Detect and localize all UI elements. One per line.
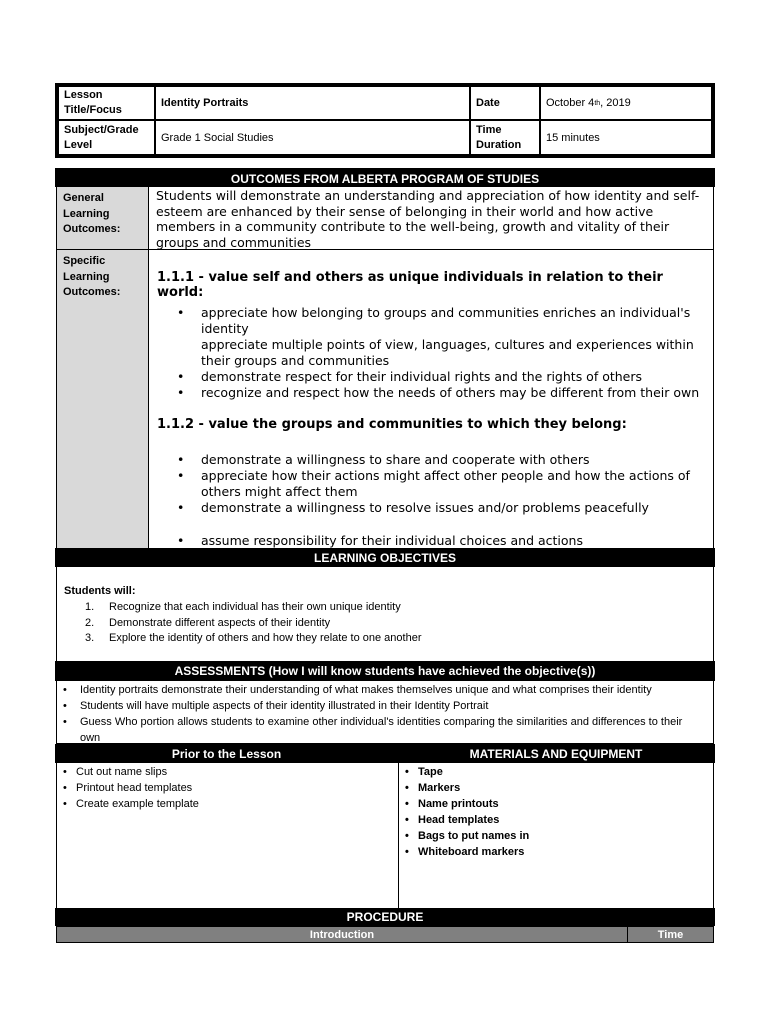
list-item: 1. Recognize that each individual has their own unique identity <box>85 601 401 613</box>
prior-title: Prior to the Lesson <box>55 744 398 763</box>
general-outcomes-label: General Learning Outcomes: <box>56 186 149 250</box>
procedure-time-header: Time <box>627 926 714 943</box>
prior-list <box>63 764 199 812</box>
prior-cell <box>56 762 399 909</box>
list-item: • Whiteboard markers <box>405 846 525 858</box>
date-label: Date <box>470 86 540 120</box>
objectives-cell <box>56 566 714 662</box>
lesson-title-label: Lesson Title/Focus <box>58 86 155 120</box>
list-item: • demonstrate a willingness to resolve issues and/or problems peacefully <box>177 500 649 515</box>
list-item: • Markers <box>405 782 461 794</box>
time-label: Time Duration <box>470 120 540 155</box>
time-value: 15 minutes <box>540 120 712 155</box>
procedure-title: PROCEDURE <box>55 908 715 926</box>
list-item: 3. Explore the identity of others and how they relate to one another <box>85 632 422 644</box>
outcome-1-1-2-title: 1.1.2 - value the groups and communities to which they belong: <box>157 417 627 432</box>
list-item: • recognize and respect how the needs of others may be different from their own <box>177 385 700 400</box>
subject-value: Grade 1 Social Studies <box>155 120 470 155</box>
outcomes-title: OUTCOMES FROM ALBERTA PROGRAM OF STUDIES <box>55 168 715 187</box>
general-outcomes-text: Students will demonstrate an understanding and appreciation of how identity and self-esteem are enhanced by their sense of belonging in their world and how active members in a community contribute to the well-being, growth and vitality of their groups and communities <box>148 186 714 250</box>
list-item: • Tape <box>405 766 443 778</box>
list-item: • assume responsibility for their individual choices and actions <box>177 533 583 548</box>
outcome-1-1-2-list <box>177 452 702 549</box>
materials-cell <box>398 762 714 909</box>
list-item: • Guess Who portion allows students to examine other individual's identities comparing the similarities and differences to their own <box>63 716 683 744</box>
materials-list <box>405 764 529 860</box>
list-item: • Create example template <box>63 798 199 810</box>
list-item: • Name printouts <box>405 798 499 810</box>
assessments-list <box>63 682 703 746</box>
list-item: • demonstrate respect for their individual rights and the rights of others <box>177 369 643 384</box>
objectives-list <box>85 600 421 647</box>
subject-label: Subject/Grade Level <box>58 120 155 155</box>
objectives-title: LEARNING OBJECTIVES <box>55 548 715 567</box>
list-item: • appreciate how their actions might affect other people and how the actions of others might affect them <box>177 468 690 499</box>
list-item: • Identity portraits demonstrate their understanding of what makes themselves unique and what comprises their identity <box>63 684 652 696</box>
lesson-header-table <box>55 83 715 158</box>
list-item: • Students will have multiple aspects of their identity illustrated in their Identity Portrait <box>63 700 489 712</box>
procedure-introduction-header: Introduction <box>56 926 628 943</box>
list-item: • Bags to put names in <box>405 830 530 842</box>
list-item: appreciate multiple points of view, languages, cultures and experiences within their groups and communities <box>201 337 694 368</box>
list-item: • appreciate how belonging to groups and communities enriches an individual's identity <box>177 305 691 336</box>
date-value: October 4 th , 2019 <box>540 86 712 120</box>
materials-title: MATERIALS AND EQUIPMENT <box>397 744 715 763</box>
specific-outcomes-cell <box>148 249 714 549</box>
lesson-title-value: Identity Portraits <box>155 86 470 120</box>
objectives-intro: Students will: <box>64 585 136 597</box>
outcome-1-1-1-list <box>177 305 702 401</box>
assessments-title: ASSESSMENTS (How I will know students have achieved the objective(s)) <box>55 661 715 681</box>
list-item: • Printout head templates <box>63 782 193 794</box>
specific-outcomes-label: Specific Learning Outcomes: <box>56 249 149 549</box>
assessments-cell <box>56 680 714 744</box>
list-item: • demonstrate a willingness to share and cooperate with others <box>177 452 590 467</box>
list-item: 2. Demonstrate different aspects of their identity <box>85 616 331 629</box>
list-item: • Head templates <box>405 814 500 826</box>
outcome-1-1-1-title: 1.1.1 - value self and others as unique individuals in relation to their world: <box>157 270 663 300</box>
list-item: • Cut out name slips <box>63 766 168 778</box>
